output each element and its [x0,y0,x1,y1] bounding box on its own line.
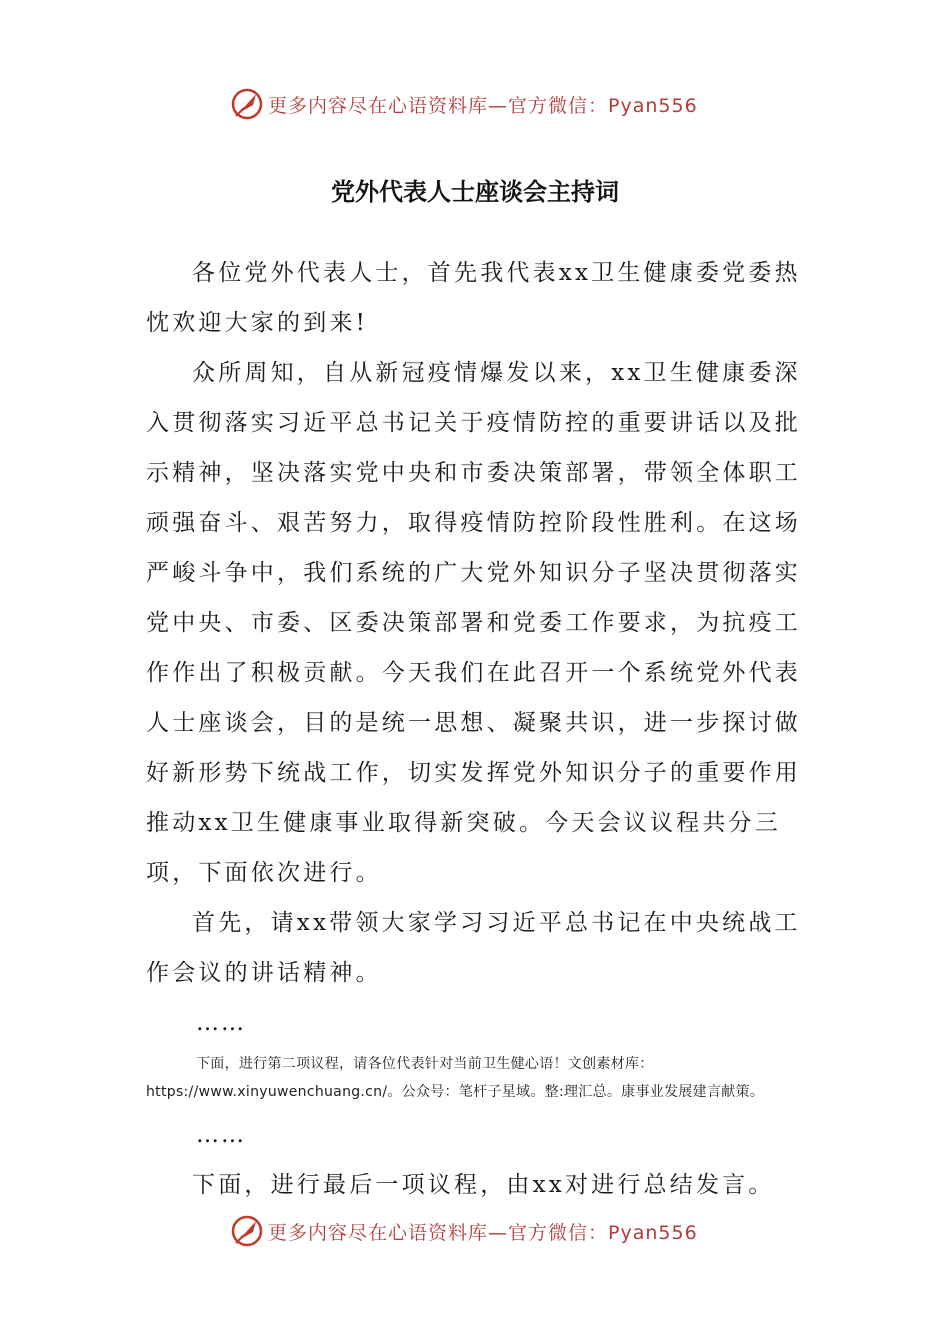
header-banner [230,84,730,124]
paragraph-greeting: 各位党外代表人士，首先我代表xx卫生健康委党委热忱欢迎大家的到来! [146,260,801,336]
quill-logo-icon [230,1214,264,1248]
paragraph-background: 众所周知，自从新冠疫情爆发以来，xx卫生健康委深入贯彻落实习近平总书记关于疫情防控的重要讲话以及批示精神，坚决落实党中央和市委决策部署，带领全体职工顽强奋斗、艰苦努力，取得疫情防控阶段性胜利。在这场严峻斗争中，我们系统的广大党外知识分子坚决贯彻落实党中央、市委、区委决策部署和党委工作要求，为抗疫工作作出了积极贡献。今天我们在此召开一个系统党外代表人士座谈会，目的是统一思想、凝聚共识，进一步探讨做好新形势下统战工作，切实发挥党外知识分子的重要作用推动xx卫生健康事业取得新突破。今天会议议程共分三项，下面依次进行。 [146,360,801,886]
document-body [146,248,826,1210]
small-note: 下面，进行第二项议程，请各位代表针对当前卫生健心语！文创素材库：https://www.xinyuwenchuang.cn/。公众号：笔杆子星域。整:理汇总。康事业发展建言献策。 [146,1056,765,1100]
footer-banner [230,1211,730,1251]
small-note-wrap [146,1048,826,1110]
page-title: 党外代表人士座谈会主持词 [331,178,619,206]
ellipsis-1: …… [196,1010,246,1036]
footer-banner-text: 更多内容尽在心语资料库—官方微信：Pyan556 [268,1221,698,1244]
quill-logo-icon [230,87,264,121]
header-banner-text: 更多内容尽在心语资料库—官方微信：Pyan556 [268,94,698,117]
ellipsis-2: …… [196,1122,246,1148]
paragraph-first-item: 首先，请xx带领大家学习习近平总书记在中央统战工作会议的讲话精神。 [146,910,801,986]
paragraph-closing: 下面，进行最后一项议程，由xx对进行总结发言。 [192,1172,775,1198]
